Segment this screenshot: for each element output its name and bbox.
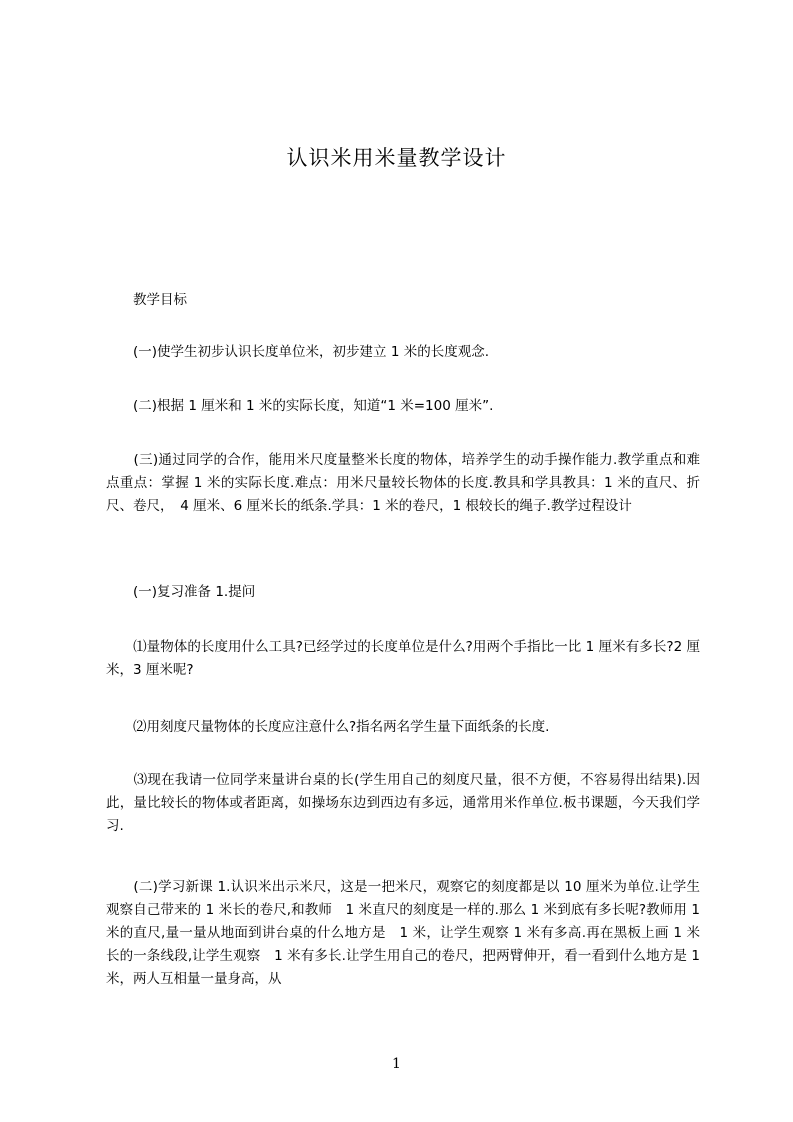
page-title: 认识米用米量教学设计 <box>286 146 507 170</box>
page-number: 1 <box>392 1056 401 1072</box>
paragraph-objective-1: (一)使学生初步认识长度单位米，初步建立 1 米的长度观念. <box>106 344 489 360</box>
paragraph-objectives-heading: 教学目标 <box>106 292 187 308</box>
paragraph-question-2: ⑵用刻度尺量物体的长度应注意什么?指名两名学生量下面纸条的长度. <box>106 719 550 735</box>
paragraph-question-3: ⑶现在我请一位同学来量讲台桌的长(学生用自己的刻度尺量，很不方便，不容易得出结果).因此，量比较长的物体或者距离，如操场东边到西边有多远，通常用米作单位.板书课题，今天我们学习. <box>106 772 700 834</box>
paragraph-objective-3: (三)通过同学的合作，能用米尺度量整米长度的物体，培养学生的动手操作能力.教学重点和难点重点：掌握 1 米的实际长度.难点：用米尺量较长物体的长度.教具和学具教具：1 米的直尺、折尺、卷尺， 4 厘米、6 厘米长的纸条.学具：1 米的卷尺，1 根较长的绳子.教学过程设计 <box>106 452 700 514</box>
paragraph-question-1: ⑴量物体的长度用什么工具?已经学过的长度单位是什么?用两个手指比一比 1 厘米有多长?2 厘米，3 厘米呢? <box>106 639 700 678</box>
paragraph-new-lesson: (二)学习新课 1.认识米出示米尺，这是一把米尺，观察它的刻度都是以 10 厘米为单位.让学生观察自己带来的 1 米长的卷尺,和教师 1 米直尺的刻度是一样的.那么 1 米到底有多长呢?教师用 1 米的直尺,量一量从地面到讲台桌的什么地方是 1 米，让学生观察 1 米有多高.再在黑板上画 1 米长的一条线段,让学生观察 1 米有多长.让学生用自己的卷尺，把两臂伸开，看一看到什么地方是 1 米，两人互相量一量身高，从 <box>106 879 705 987</box>
paragraph-objective-2: (二)根据 1 厘米和 1 米的实际长度，知道“1 米=100 厘米”. <box>106 398 494 414</box>
paragraph-review-heading: (一)复习准备 1.提问 <box>106 584 256 600</box>
